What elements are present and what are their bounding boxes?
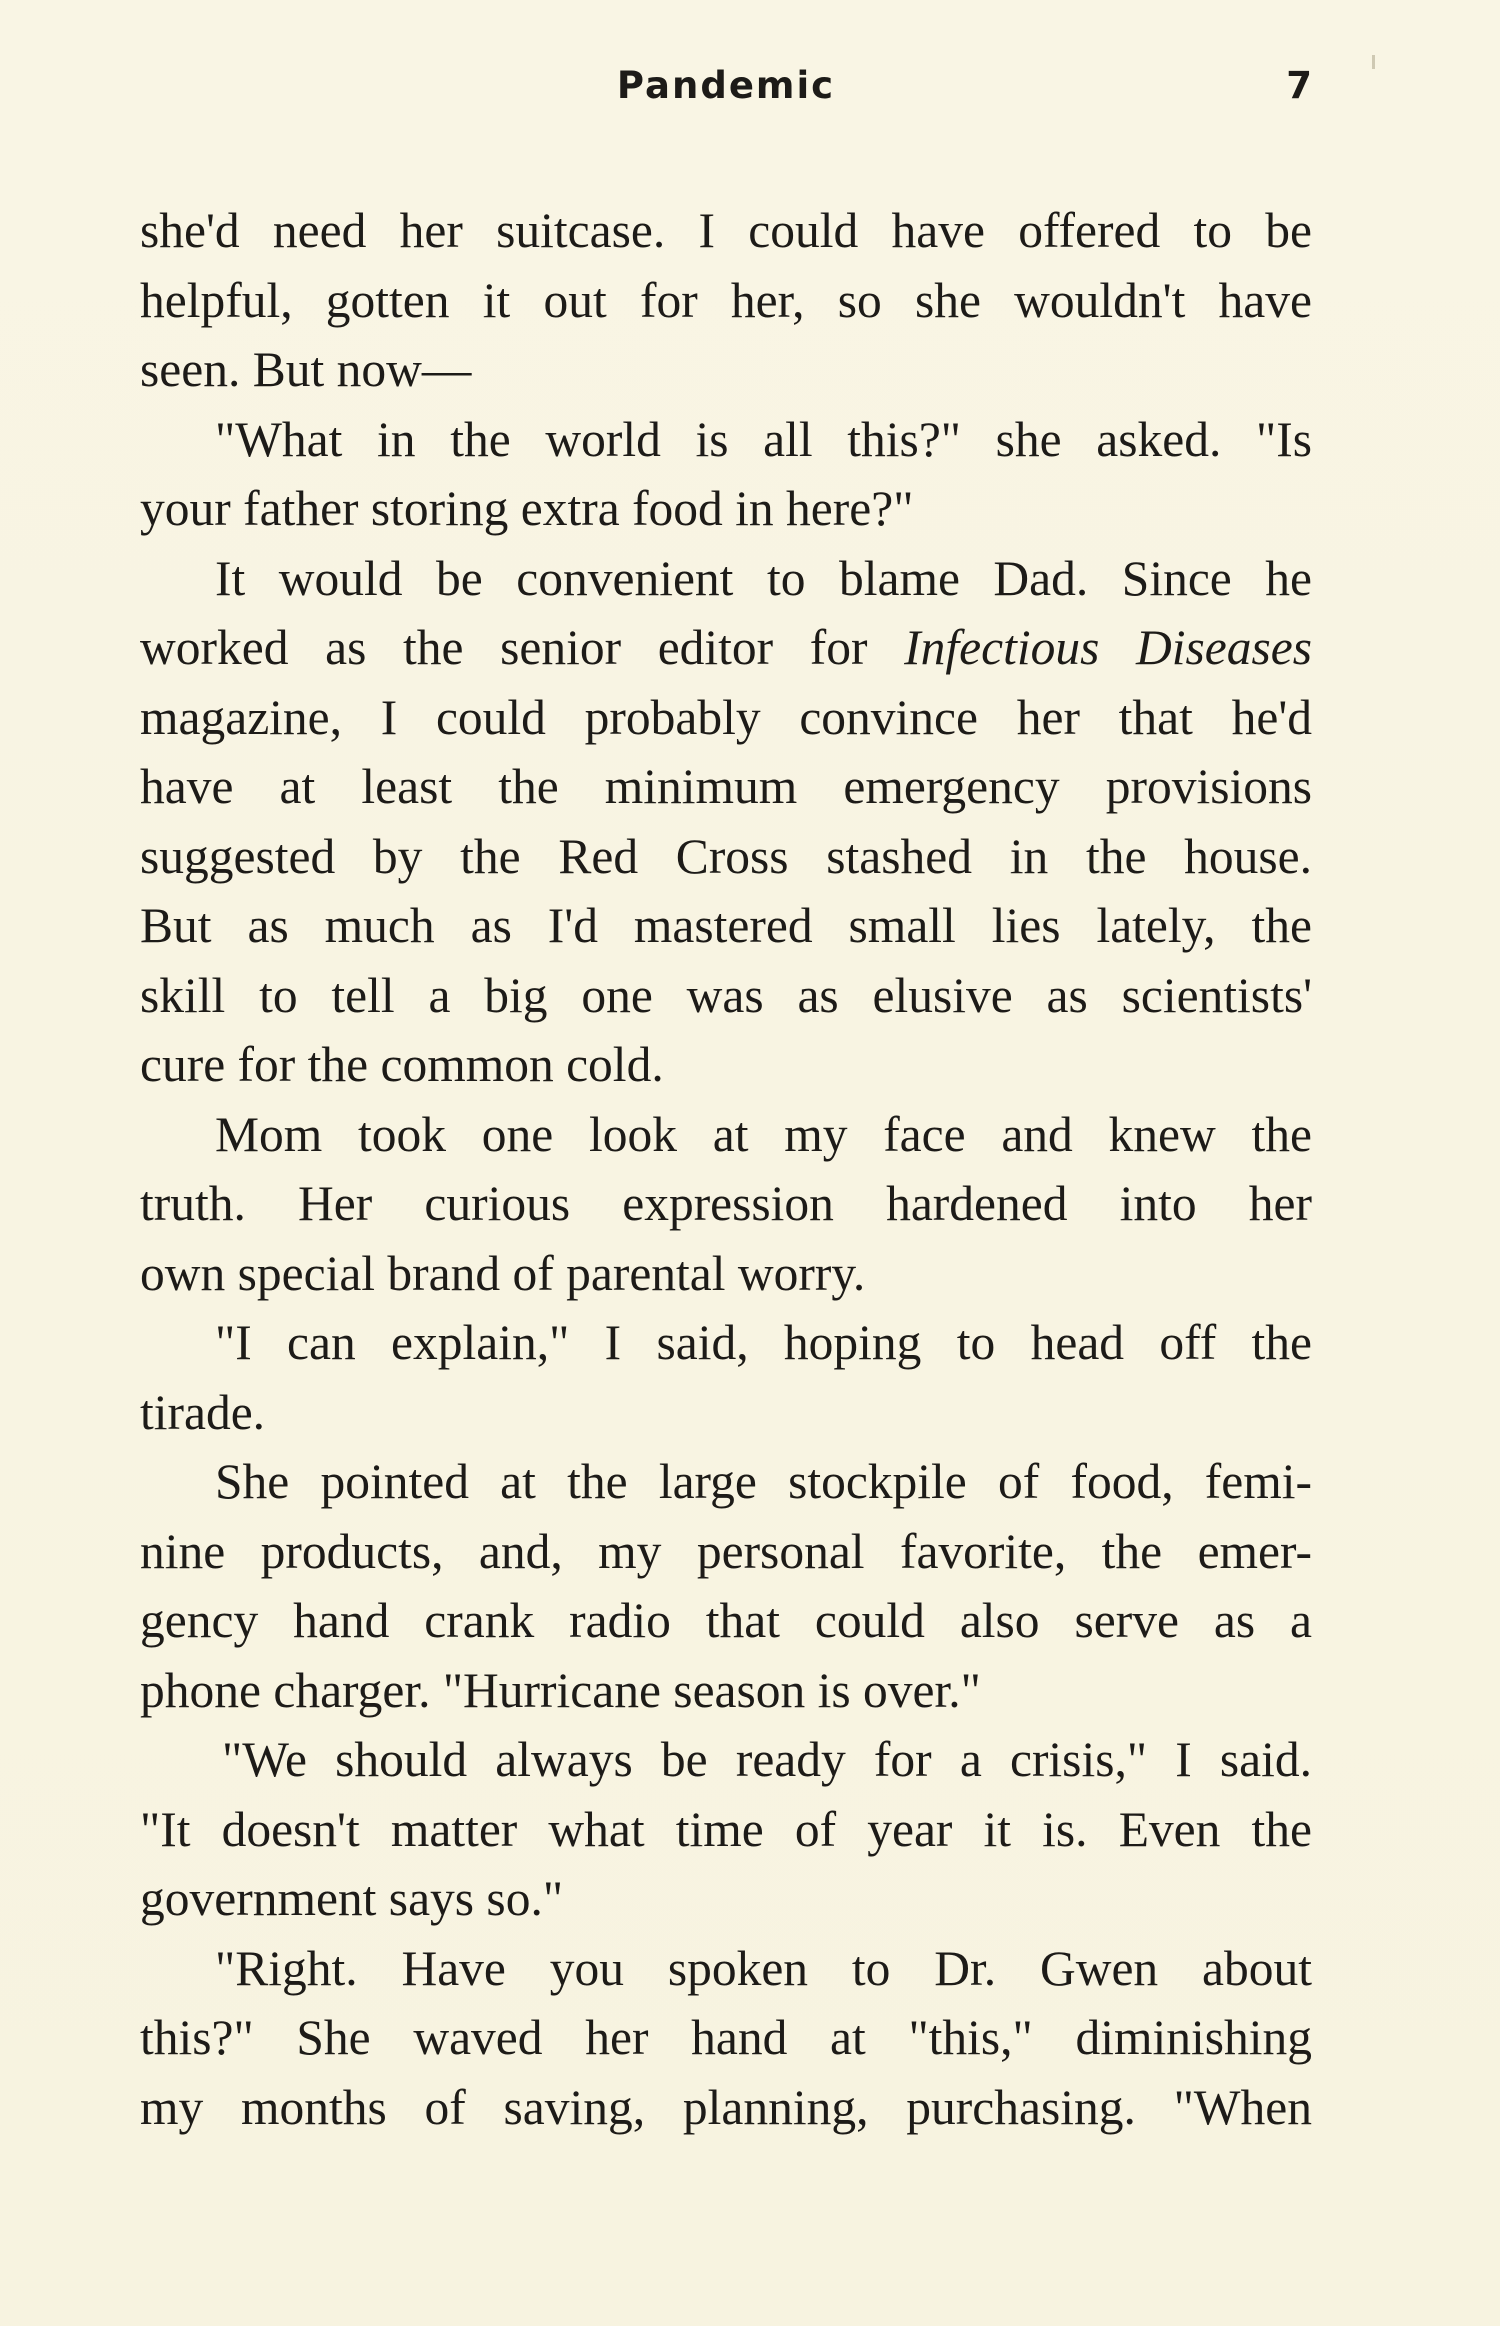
text-line: helpful, gotten it out for her, so she wouldn't have: [140, 272, 1312, 328]
text-line: truth. Her curious expression hardened into her: [140, 1176, 1312, 1231]
scan-mark: [1372, 55, 1375, 69]
text-line: But as much as I'd mastered small lies lately, the: [140, 898, 1312, 953]
text-line: Mom took one look at my face and knew the: [215, 1106, 1312, 1162]
text-line: "It doesn't matter what time of year it is. Even the: [140, 1801, 1312, 1857]
text-line: cure for the common cold.: [140, 1037, 664, 1092]
text-line: tirade.: [140, 1384, 266, 1440]
text-line: this?" She waved her hand at "this," diminishing: [140, 2010, 1312, 2065]
text-line: It would be convenient to blame Dad. Since he: [215, 550, 1312, 606]
text-line: gency hand crank radio that could also serve as a: [140, 1593, 1312, 1648]
text-line: own special brand of parental worry.: [140, 1245, 866, 1301]
text-line: worked as the senior editor for Infectious Diseases: [140, 620, 1312, 675]
text-line: suggested by the Red Cross stashed in the house.: [140, 828, 1312, 884]
text-line: she'd need her suitcase. I could have offered to be: [140, 203, 1312, 258]
text-line: my months of saving, planning, purchasing. "When: [140, 2079, 1312, 2135]
text-line: She pointed at the large stockpile of food, femi-: [215, 1454, 1312, 1509]
text-line: "Right. Have you spoken to Dr. Gwen about: [215, 1940, 1312, 1996]
text-line: seen. But now—: [140, 342, 472, 397]
text-line: government says so.": [140, 1871, 564, 1926]
text-line: "What in the world is all this?" she asked. "Is: [215, 411, 1312, 467]
text-line: "I can explain," I said, hoping to head off the: [215, 1315, 1312, 1370]
italic-title: Infectious Diseases: [904, 620, 1312, 675]
text-line: "We should always be ready for a crisis," I said.: [222, 1732, 1312, 1787]
running-title: Pandemic: [616, 64, 836, 107]
page-number: 7: [1286, 64, 1312, 107]
text-line: phone charger. "Hurricane season is over.": [140, 1662, 981, 1718]
text-line: your father storing extra food in here?": [140, 481, 914, 536]
body-text: [140, 196, 1312, 2142]
running-head: [140, 64, 1312, 124]
text-line: have at least the minimum emergency provisions: [140, 759, 1312, 814]
text-line: nine products, and, my personal favorite, the emer-: [140, 1523, 1312, 1579]
text-line: skill to tell a big one was as elusive as scientists': [140, 967, 1312, 1023]
text-line: magazine, I could probably convince her that he'd: [140, 689, 1312, 745]
